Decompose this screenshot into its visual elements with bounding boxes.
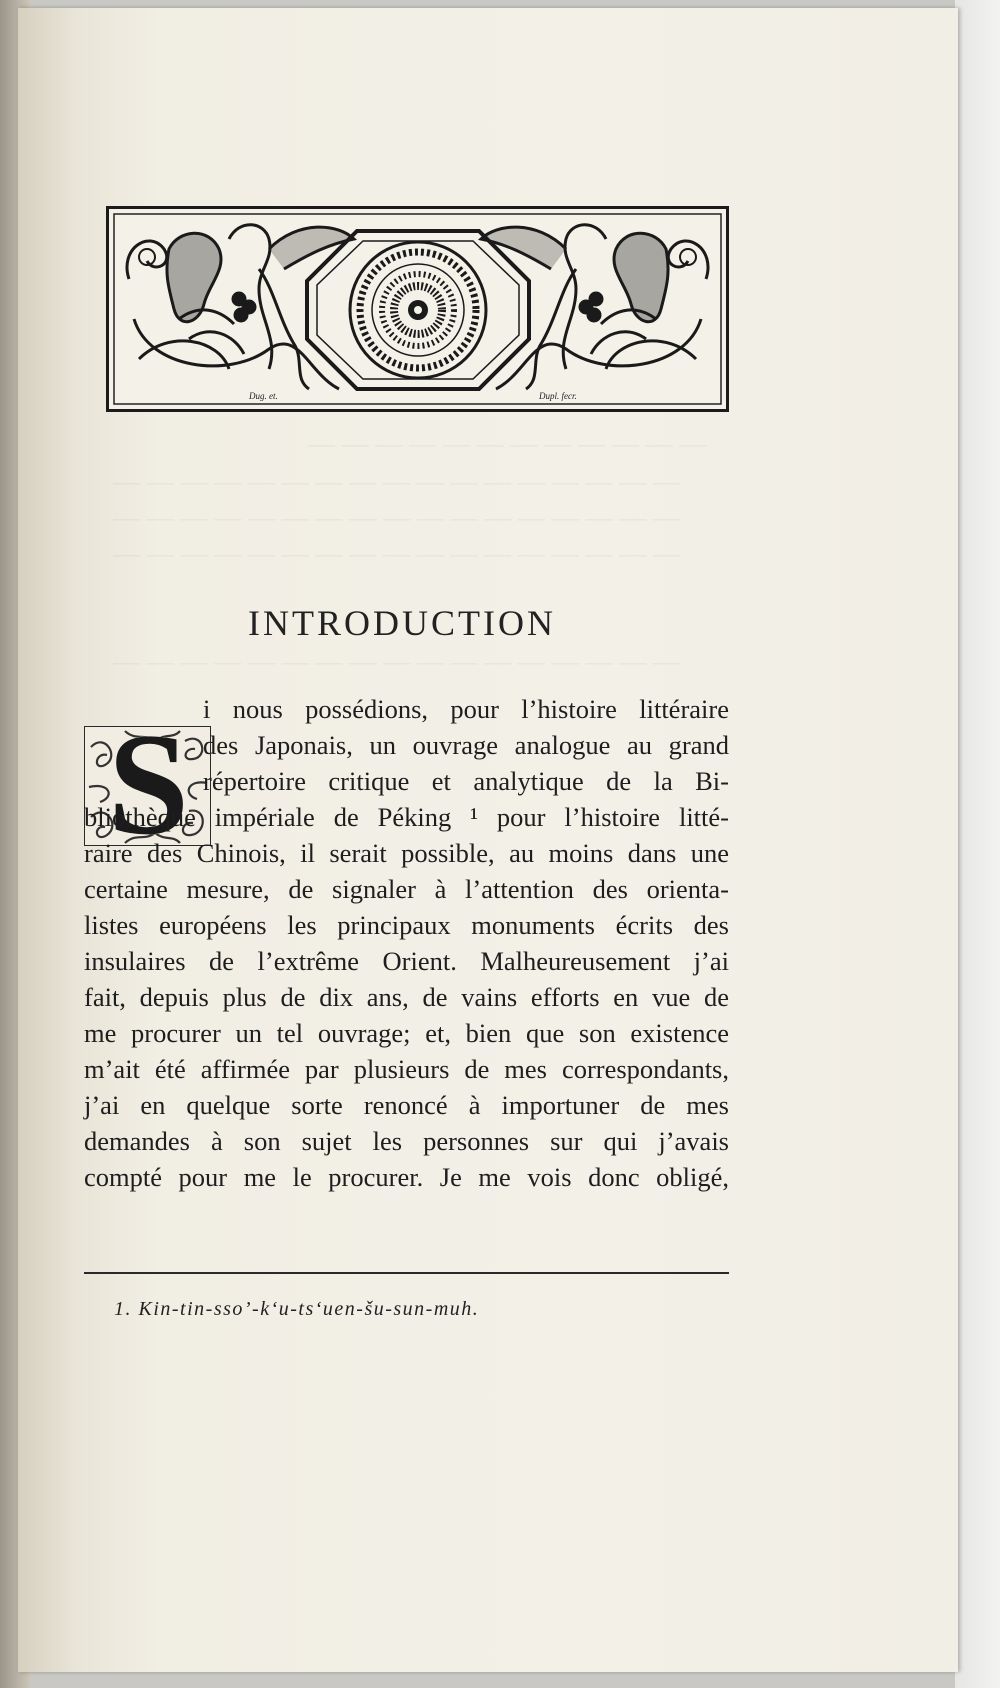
body-line: insulaires de l’extrême Orient. Malheureusement j’ai bbox=[84, 946, 729, 976]
ornamental-headpiece bbox=[106, 206, 729, 412]
body-line: compté pour me le procurer. Je me vois donc obligé, bbox=[84, 1162, 729, 1192]
headpiece-engraving bbox=[109, 209, 726, 409]
engraver-signature-left: Dug. et. bbox=[249, 391, 278, 401]
show-through-texture: — — — — — — — — — — — — — — — — — bbox=[113, 646, 680, 676]
show-through-texture: — — — — — — — — — — — — — — — — — bbox=[113, 502, 680, 532]
rosette-icon bbox=[382, 274, 454, 346]
body-line: demandes à son sujet les personnes sur qui j’avais bbox=[84, 1126, 729, 1156]
page-title: INTRODUCTION bbox=[248, 603, 556, 643]
body-line: fait, depuis plus de dix ans, de vains efforts en vue de bbox=[84, 982, 729, 1012]
right-lion-and-cherub-icon bbox=[481, 225, 708, 389]
book-page bbox=[18, 8, 958, 1672]
show-through-texture: — — — — — — — — — — — — — — — — — bbox=[113, 466, 680, 496]
body-line: m’ait été affirmée par plusieurs de mes correspondants, bbox=[84, 1054, 729, 1084]
show-through-texture: — — — — — — — — — — — — — — — — — bbox=[113, 538, 680, 568]
body-line: i nous possédions, pour l’histoire littéraire bbox=[203, 694, 729, 724]
drop-cap-letter: S bbox=[107, 726, 190, 846]
body-line: listes européens les principaux monuments écrits des bbox=[84, 910, 729, 940]
show-through-texture: — — — — — — — — — — — — bbox=[308, 428, 707, 458]
footnote-divider bbox=[84, 1272, 729, 1274]
body-line: j’ai en quelque sorte renoncé à importuner de mes bbox=[84, 1090, 729, 1120]
body-line: me procurer un tel ouvrage; et, bien que son existence bbox=[84, 1018, 729, 1048]
footnote: 1. Kin-tin-sso’-k‘u-ts‘uen-šu-sun-muh. bbox=[114, 1298, 480, 1320]
body-line: raire des Chinois, il serait possible, au moins dans une bbox=[84, 838, 729, 868]
body-line: des Japonais, un ouvrage analogue au grand bbox=[203, 730, 729, 760]
left-lion-and-cherub-icon bbox=[127, 225, 354, 389]
body-line: répertoire critique et analytique de la Bi- bbox=[203, 766, 729, 796]
body-line: certaine mesure, de signaler à l’attention des orienta- bbox=[84, 874, 729, 904]
body-line: bliothèque impériale de Péking ¹ pour l’histoire litté- bbox=[84, 802, 729, 832]
table-background bbox=[955, 0, 1000, 1688]
engraver-signature-right: Dupl. fecr. bbox=[539, 391, 577, 401]
